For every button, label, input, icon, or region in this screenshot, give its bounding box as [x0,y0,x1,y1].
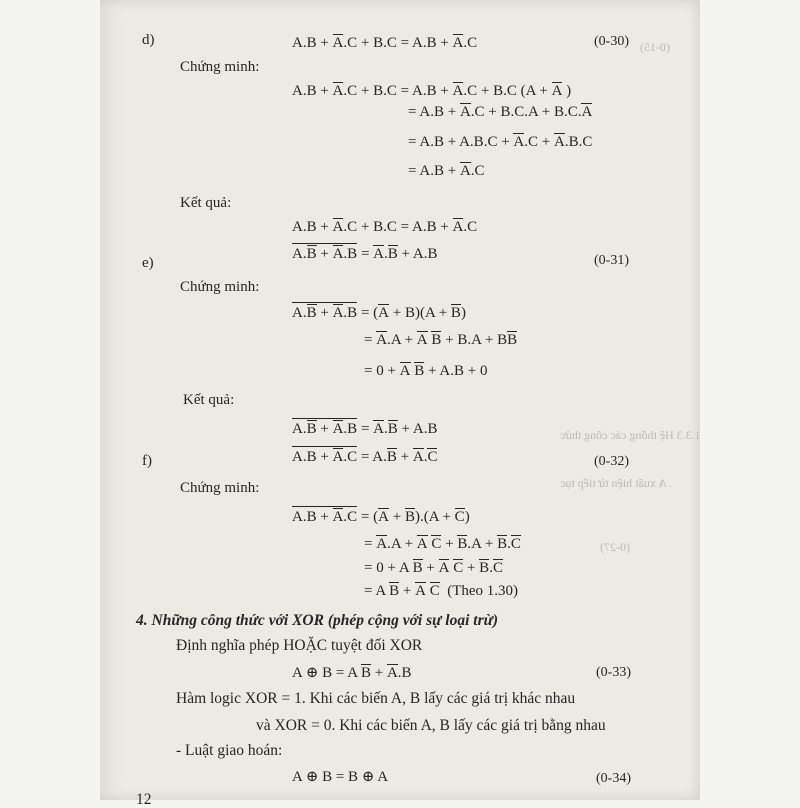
bleed-through-text: (0-27) [600,540,630,554]
item-label-f: f) [142,453,152,469]
result-equation: A.B + A.B = A.B + A.B [292,418,438,437]
commutative-formula: A ⊕ B = B ⊕ A [292,769,389,785]
item-label-e: e) [142,255,154,271]
bleed-through-text: 1.3.3 Hệ thống các công thức [560,428,701,442]
equation-number: (0-34) [596,771,631,786]
section-heading: 4. Những công thức với XOR (phép cộng với sự loại trừ) [136,612,499,629]
proof-line: A.B + A.B = (A + B)(A + B) [292,302,466,321]
proof-label: Chứng minh: [180,59,260,75]
proof-line: = A.B + A.C [408,163,485,179]
proof-line: = 0 + A B + A C + B.C [364,560,503,576]
proof-line: = A.B + A.B.C + A.C + A.B.C [408,134,593,150]
bleed-through-text: (0-15) [640,40,670,54]
equation-0-30: A.B + A.C + B.C = A.B + A.C [292,35,478,51]
equation-0-31: A.B + A.B = A.B + A.B [292,243,438,262]
proof-line: = 0 + A B + A.B + 0 [364,363,488,379]
equation-number: (0-30) [594,34,629,49]
equation-number: (0-32) [594,454,629,469]
page-number: 12 [136,791,152,808]
equation-number: (0-31) [594,253,629,268]
result-label: Kết quả: [183,392,235,408]
proof-line: A.B + A.C + B.C = A.B + A.C + B.C (A + A ) [292,83,572,99]
item-label-d: d) [142,32,155,48]
equation-number: (0-33) [596,665,631,680]
equation-0-32: A.B + A.C = A.B + A.C [292,446,437,465]
proof-line: = A.B + A.C + B.C.A + B.C.A [408,104,593,120]
proof-line: A.B + A.C = (A + B).(A + C) [292,506,470,525]
body-text: và XOR = 0. Khi các biến A, B lấy các giá trị bằng nhau [256,717,606,734]
rule-label: - Luật giao hoán: [176,742,283,759]
xor-definition-formula: A ⊕ B = A B + A.B [292,665,412,681]
result-label: Kết quả: [180,195,232,211]
proof-label: Chứng minh: [180,480,260,496]
proof-line: = A.A + A B + B.A + BB [364,332,518,348]
proof-line: = A.A + A C + B.A + B.C [364,536,521,552]
definition-text: Định nghĩa phép HOẶC tuyệt đối XOR [176,637,423,654]
proof-line: = A B + A C (Theo 1.30) [364,583,519,599]
result-equation: A.B + A.C + B.C = A.B + A.C [292,219,478,235]
proof-label: Chứng minh: [180,279,260,295]
body-text: Hàm logic XOR = 1. Khi các biến A, B lấy các giá trị khác nhau [176,690,576,707]
bleed-through-text: . A xuất hiện từ tiếp tục [560,476,673,490]
